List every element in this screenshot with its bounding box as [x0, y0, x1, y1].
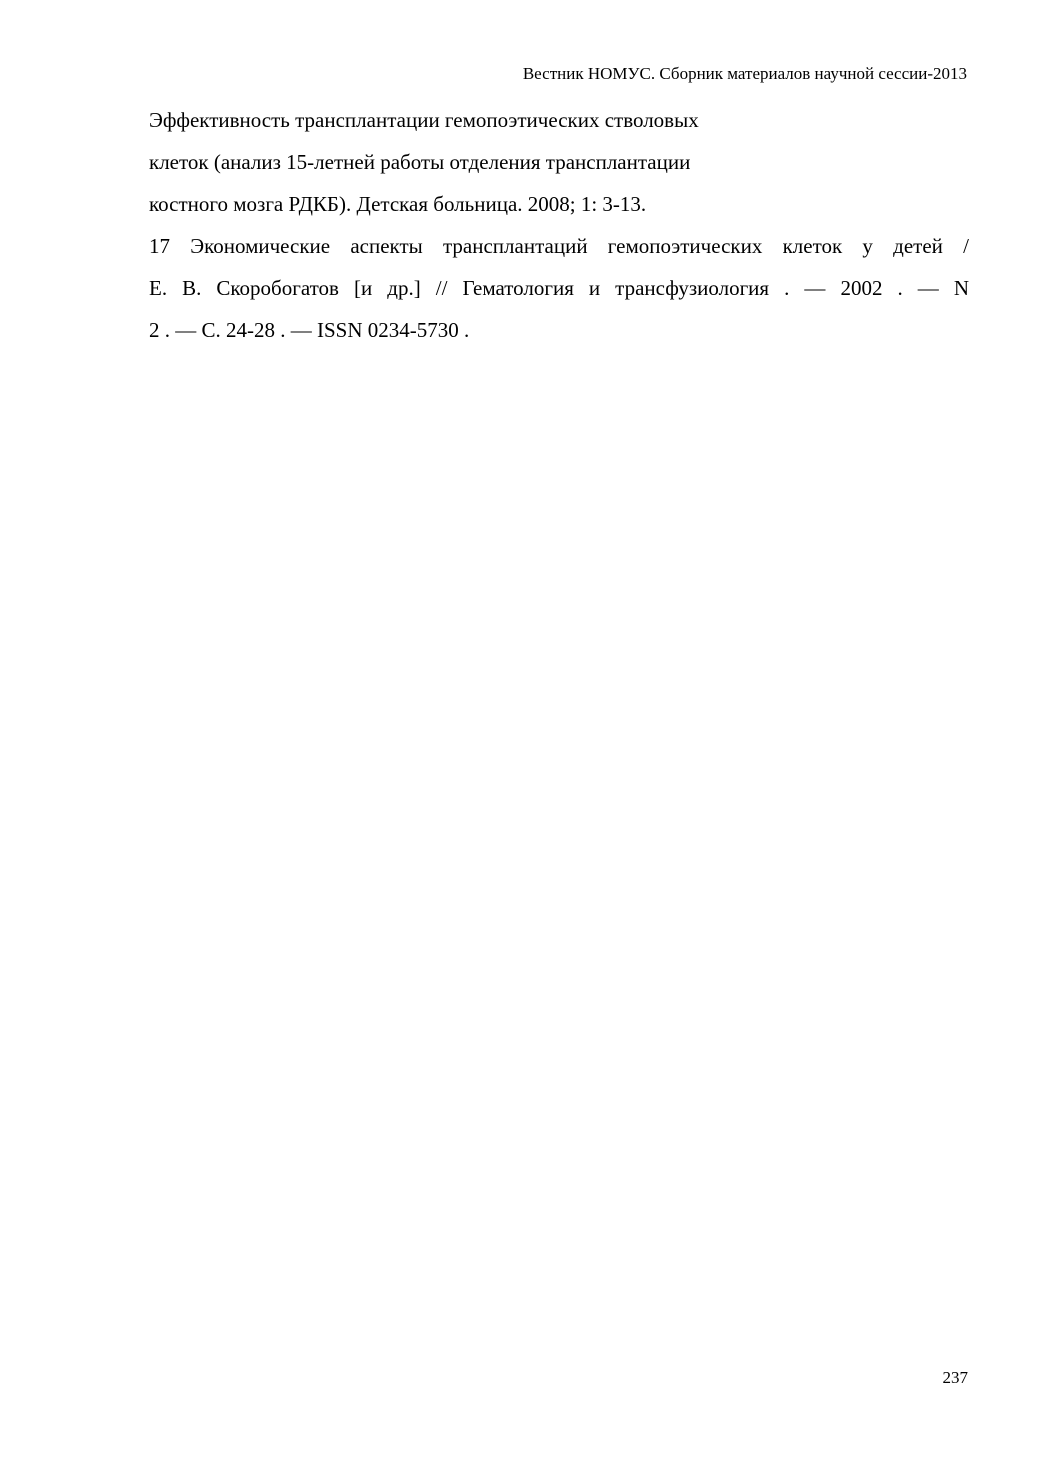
running-header: Вестник НОМУС. Сборник материалов научной сессии-2013 [522, 64, 967, 83]
reference-line: Е. В. Скоробогатов [и др.] // Гематология и трансфузиология . — 2002 . — N [149, 276, 969, 300]
reference-list [149, 99, 969, 351]
reference-line: 17 Экономические аспекты трансплантаций гемопоэтических клеток у детей / [149, 234, 969, 258]
reference-line: костного мозга РДКБ). Детская больница. 2008; 1: 3-13. [149, 192, 647, 216]
reference-line: 2 . — С. 24-28 . — ISSN 0234-5730 . [149, 318, 470, 342]
page-number: 237 [942, 1368, 968, 1387]
reference-17 [149, 225, 969, 351]
reference-16-continuation [149, 99, 969, 225]
reference-line: клеток (анализ 15-летней работы отделения трансплантации [149, 150, 691, 174]
reference-line: Эффективность трансплантации гемопоэтических стволовых [149, 108, 699, 132]
